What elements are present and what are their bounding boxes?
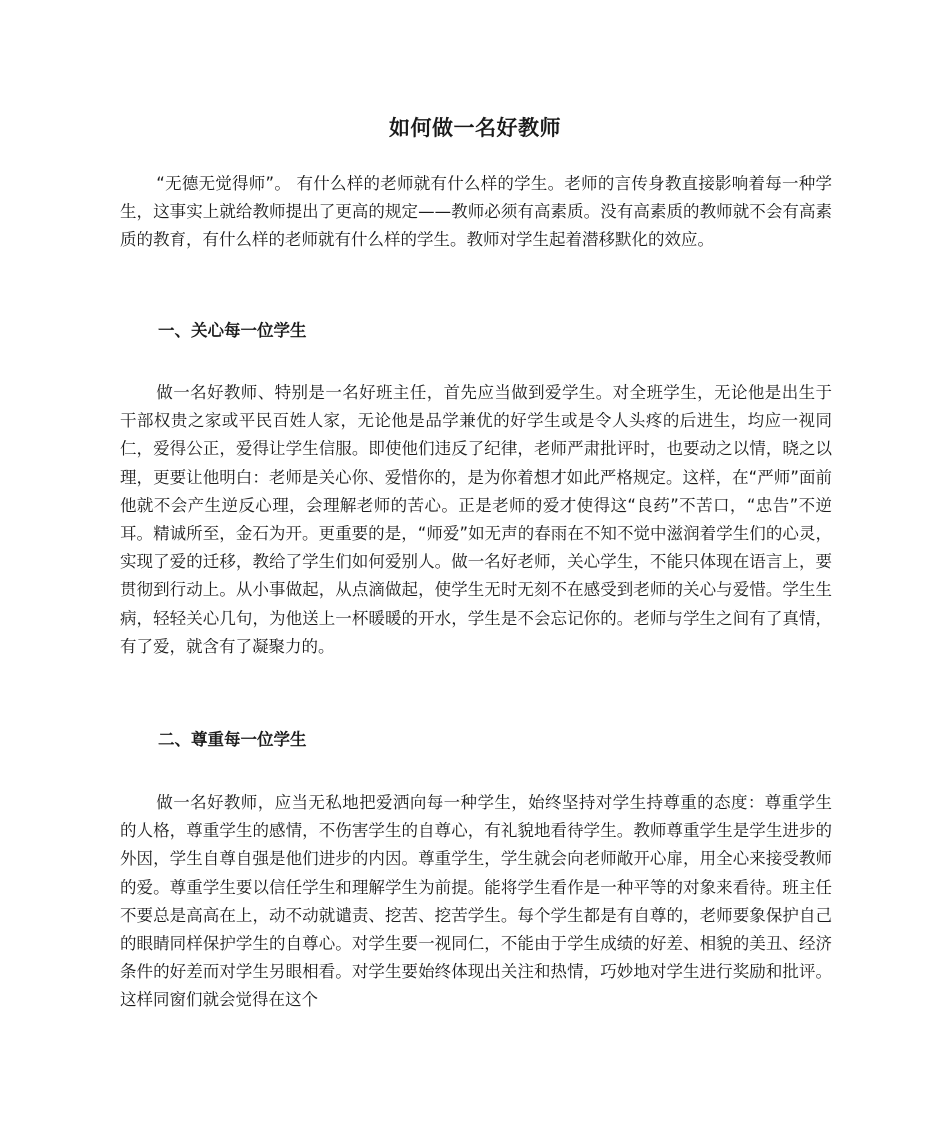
section-heading-care: 一、关心每一位学生 xyxy=(158,321,307,340)
section-heading-respect: 二、尊重每一位学生 xyxy=(158,730,307,749)
section-body-care: 做一名好教师、特别是一名好班主任，首先应当做到爱学生。对全班学生，无论他是出生于干部权贵之家或平民百姓人家，无论他是品学兼优的好学生或是令人头疼的后进生，均应一视同仁，爱得公正，爱得让学生信服。即使他们违反了纪律，老师严肃批评时，也要动之以情，晓之以理，更要让他明白：老师是关心你、爱惜你的，是为你着想才如此严格规定。这样，在“严师”面前他就不会产生逆反心理，会理解老师的苦心。正是老师的爱才使得这“良药”不苦口，“忠告”不逆耳。精诚所至，金石为开。更重要的是，“师爱”如无声的春雨在不知不觉中滋润着学生们的心灵，实现了爱的迁移，教给了学生们如何爱别人。做一名好老师，关心学生，不能只体现在语言上，要贯彻到行动上。从小事做起，从点滴做起，使学生无时无刻不在感受到老师的关心与爱惜。学生生病，轻轻关心几句，为他送上一杯暖暖的开水，学生是不会忘记你的。老师与学生之间有了真情，有了爱，就含有了凝聚力的。 xyxy=(120,383,832,656)
intro-paragraph: “无德无觉得师”。 有什么样的老师就有什么样的学生。老师的言传身教直接影响着每一种学生，这事实上就给教师提出了更高的规定——教师必须有高素质。没有高素质的教师就不会有高素质的教育，有什么样的老师就有什么样的学生。教师对学生起着潜移默化的效应。 xyxy=(120,174,832,250)
page-title: 如何做一名好教师 xyxy=(389,116,561,141)
section-body-respect: 做一名好教师，应当无私地把爱洒向每一种学生，始终坚持对学生持尊重的态度：尊重学生的人格，尊重学生的感情，不伤害学生的自尊心，有礼貌地看待学生。教师尊重学生是学生进步的外因，学生自尊自强是他们进步的内因。尊重学生，学生就会向老师敞开心扉，用全心来接受教师的爱。尊重学生要以信任学生和理解学生为前提。能将学生看作是一种平等的对象来看待。班主任不要总是高高在上，动不动就谴责、挖苦、挖苦学生。每个学生都是有自尊的，老师要象保护自己的眼睛同样保护学生的自尊心。对学生要一视同仁，不能由于学生成绩的好差、相貌的美丑、经济条件的好差而对学生另眼相看。对学生要始终体现出关注和热情，巧妙地对学生进行奖励和批评。这样同窗们就会觉得在这个 xyxy=(120,793,832,1010)
